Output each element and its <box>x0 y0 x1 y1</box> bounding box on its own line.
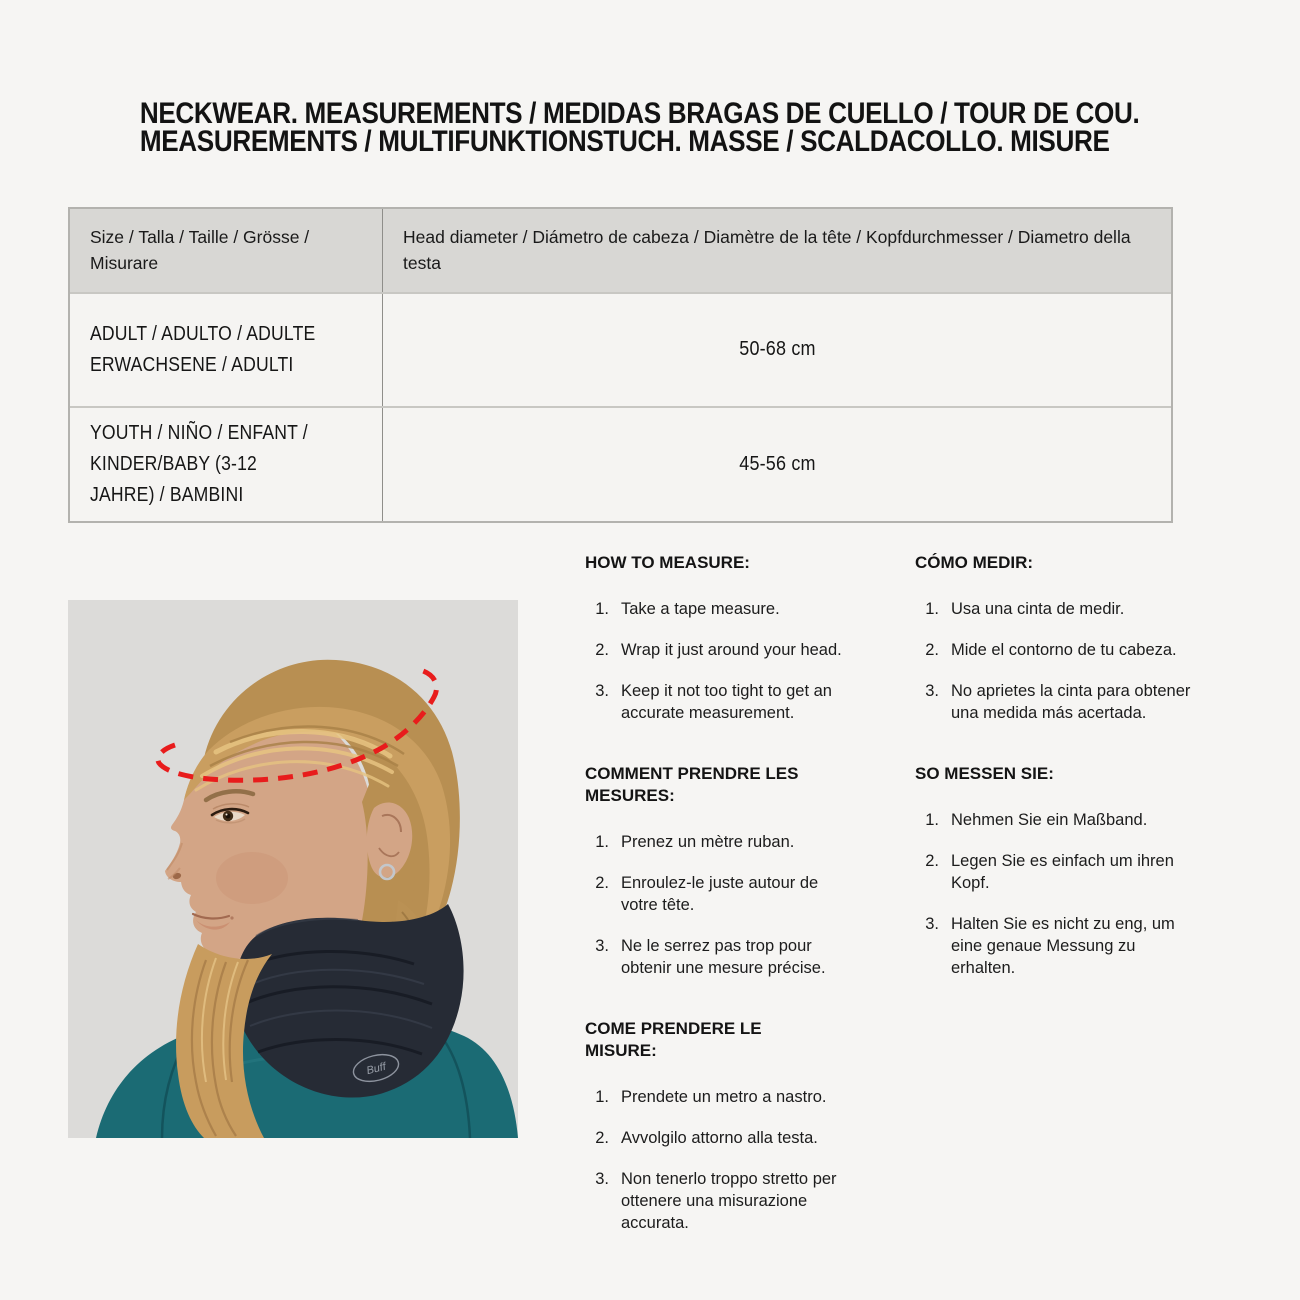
instructions-es-heading: CÓMO MEDIR: <box>915 553 1034 572</box>
step-item <box>915 640 1203 662</box>
step-number: 3. <box>595 1169 609 1188</box>
step-text: Ne le serrez pas trop pour obtenir une mesure précise. <box>621 936 826 977</box>
step-item <box>915 810 1203 832</box>
step-text: Enroulez-le juste autour de votre tête. <box>621 873 819 914</box>
instructions-it <box>585 1018 857 1235</box>
instructions-column-right <box>915 552 1203 1018</box>
step-text: Prendete un metro a nastro. <box>621 1087 827 1106</box>
step-item <box>915 599 1203 621</box>
step-text: Take a tape measure. <box>621 600 780 619</box>
model-photo <box>68 600 518 1138</box>
step-item <box>585 1169 857 1235</box>
table-row-youth <box>70 406 1171 521</box>
instructions-fr-heading: COMMENT PRENDRE LES MESURES: <box>585 763 799 805</box>
table-row-adult <box>70 292 1171 406</box>
step-item <box>915 681 1203 725</box>
size-table-header-row <box>70 209 1171 292</box>
step-number: 1. <box>925 810 939 829</box>
youth-size-label: YOUTH / NIÑO / ENFANT / KINDER/BABY (3-12 JAHRE) / BAMBINI <box>90 421 308 506</box>
instructions-fr <box>585 763 857 980</box>
step-number: 1. <box>595 600 609 619</box>
size-table <box>68 207 1173 523</box>
diameter-column-header: Head diameter / Diámetro de cabeza / Diamètre de la tête / Kopfdurchmesser / Diametro della testa <box>403 227 1131 274</box>
step-text: Keep it not too tight to get an accurate measurement. <box>621 681 832 722</box>
step-number: 1. <box>595 1087 609 1106</box>
step-item <box>585 640 857 662</box>
youth-diameter-value: 45-56 cm <box>738 452 816 475</box>
step-number: 3. <box>595 936 609 955</box>
adult-size-cell <box>70 294 383 406</box>
step-item <box>585 1128 857 1150</box>
model-illustration <box>68 600 518 1138</box>
step-item <box>915 851 1203 895</box>
youth-diameter-cell <box>383 408 1171 521</box>
instructions-de-heading: SO MESSEN SIE: <box>915 763 1054 783</box>
adult-diameter-cell <box>383 294 1171 406</box>
step-item <box>585 1087 857 1109</box>
step-item <box>585 681 857 725</box>
step-item <box>585 873 857 917</box>
instructions-en-heading: HOW TO MEASURE: <box>585 553 750 572</box>
step-number: 2. <box>595 641 609 660</box>
instructions-es <box>915 552 1203 725</box>
youth-size-cell <box>70 408 383 521</box>
step-number: 3. <box>925 681 939 700</box>
step-item <box>585 832 857 854</box>
step-text: Avvolgilo attorno alla testa. <box>621 1128 818 1147</box>
step-text: No aprietes la cinta para obtener una medida más acertada. <box>951 681 1191 722</box>
step-number: 2. <box>595 873 609 892</box>
step-item <box>585 599 857 621</box>
page-title-line2: MEASUREMENTS / MULTIFUNKTIONSTUCH. MASSE / SCALDACOLLO. MISURE <box>139 125 1110 158</box>
step-number: 3. <box>595 681 609 700</box>
step-text: Non tenerlo troppo stretto per ottenere una misurazione accurata. <box>621 1169 837 1232</box>
adult-diameter-value: 50-68 cm <box>738 338 816 360</box>
page-title <box>68 97 1173 158</box>
instructions-de <box>915 763 1203 980</box>
buff-logo-text: Buff <box>365 1060 388 1078</box>
instructions-column-left <box>585 552 857 1273</box>
size-column-header: Size / Talla / Taille / Grösse / Misurare <box>70 209 383 292</box>
step-text: Usa una cinta de medir. <box>951 600 1125 619</box>
step-item <box>915 914 1203 980</box>
step-number: 3. <box>925 914 939 933</box>
step-text: Wrap it just around your head. <box>621 641 842 660</box>
step-item <box>585 936 857 980</box>
step-number: 1. <box>595 833 609 852</box>
instructions-it-heading: COME PRENDERE LE MISURE: <box>585 1018 762 1060</box>
step-number: 2. <box>925 641 939 660</box>
step-number: 2. <box>595 1128 609 1147</box>
step-number: 1. <box>925 600 939 619</box>
step-text: Legen Sie es einfach um ihren Kopf. <box>951 851 1174 892</box>
step-text: Mide el contorno de tu cabeza. <box>951 641 1177 660</box>
page-title-line1: NECKWEAR. MEASUREMENTS / MEDIDAS BRAGAS DE CUELLO / TOUR DE COU. <box>139 97 1140 130</box>
step-number: 2. <box>925 851 939 870</box>
instructions-en <box>585 552 857 725</box>
step-text: Nehmen Sie ein Maßband. <box>951 810 1148 829</box>
adult-size-label: ADULT / ADULTO / ADULTE ERWACHSENE / ADULTI <box>90 322 316 376</box>
step-text: Halten Sie es nicht zu eng, um eine genaue Messung zu erhalten. <box>951 914 1175 977</box>
step-text: Prenez un mètre ruban. <box>621 833 795 852</box>
